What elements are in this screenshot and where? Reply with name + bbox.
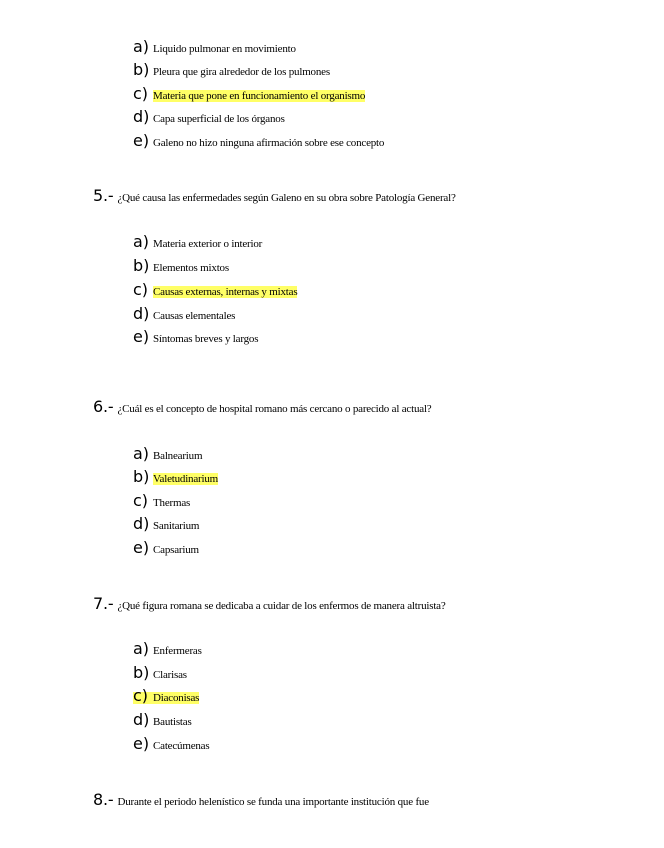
- question-text: Durante el periodo helenístico se funda una importante institución que fue: [117, 796, 429, 808]
- option-letter: a): [133, 37, 150, 56]
- option-letter: d): [133, 710, 150, 729]
- option-letter: d): [133, 107, 150, 126]
- option-text: Bautistas: [153, 716, 192, 728]
- option-text-highlighted: Diaconisas: [153, 692, 200, 704]
- option-letter: c): [133, 84, 149, 103]
- option-letter: d): [133, 514, 150, 533]
- option-6-c: [133, 491, 190, 511]
- option-7-c: [133, 686, 199, 706]
- question-text: ¿Cuál es el concepto de hospital romano más cercano o parecido al actual?: [117, 403, 432, 415]
- option-letter: d): [133, 304, 150, 323]
- option-letter: a): [133, 232, 150, 251]
- option-6-d: [133, 514, 199, 534]
- option-prev-a: [133, 37, 296, 57]
- option-letter: b): [133, 256, 150, 275]
- option-text: Pleura que gira alrededor de los pulmones: [153, 66, 330, 78]
- option-letter: a): [133, 444, 150, 463]
- question-7: [93, 593, 446, 615]
- option-6-b: [133, 467, 218, 487]
- option-text: Liquido pulmonar en movimiento: [153, 43, 296, 55]
- option-5-a: [133, 232, 262, 252]
- option-text: Capa superficial de los órganos: [153, 113, 285, 125]
- question-6: [93, 396, 432, 418]
- question-5: [93, 185, 456, 207]
- option-letter: b): [133, 60, 150, 79]
- option-letter: e): [133, 734, 150, 753]
- option-letter: c): [133, 686, 149, 705]
- option-text: Clarisas: [153, 669, 187, 681]
- option-letter: c): [133, 280, 149, 299]
- question-text: ¿Qué causa las enfermedades según Galeno en su obra sobre Patología General?: [117, 192, 456, 204]
- question-number: 6.-: [93, 397, 114, 416]
- option-7-a: [133, 639, 202, 659]
- option-text: Materia exterior o interior: [153, 238, 263, 250]
- option-7-b: [133, 663, 187, 683]
- option-text: Catecúmenas: [153, 740, 210, 752]
- option-text-highlighted: Causas externas, internas y mixtas: [153, 286, 298, 298]
- question-number: 8.-: [93, 790, 114, 809]
- option-5-b: [133, 256, 229, 276]
- option-letter: e): [133, 538, 150, 557]
- option-letter: a): [133, 639, 150, 658]
- option-prev-b: [133, 60, 330, 80]
- option-text: Elementos mixtos: [153, 262, 229, 274]
- option-highlight: [133, 686, 200, 705]
- question-text: ¿Qué figura romana se dedicaba a cuidar de los enfermos de manera altruista?: [117, 600, 446, 612]
- option-letter: e): [133, 327, 150, 346]
- option-prev-e: [133, 131, 384, 151]
- option-text: Sanitarium: [153, 520, 200, 532]
- question-number: 7.-: [93, 594, 114, 613]
- option-text: Thermas: [153, 497, 191, 509]
- option-prev-c: [133, 84, 365, 104]
- option-5-c: [133, 280, 297, 300]
- question-number: 5.-: [93, 186, 114, 205]
- option-6-a: [133, 444, 202, 464]
- option-letter: b): [133, 467, 150, 486]
- option-text-highlighted: Valetudinarium: [153, 473, 219, 485]
- option-text: Enfermeras: [153, 645, 202, 657]
- option-letter: e): [133, 131, 150, 150]
- option-prev-d: [133, 107, 285, 127]
- option-text: Balnearium: [153, 450, 203, 462]
- question-8: [93, 789, 429, 811]
- option-5-e: [133, 327, 258, 347]
- option-text: Síntomas breves y largos: [153, 333, 259, 345]
- option-7-e: [133, 734, 209, 754]
- option-6-e: [133, 538, 199, 558]
- option-text: Galeno no hizo ninguna afirmación sobre ese concepto: [153, 137, 385, 149]
- option-text: Causas elementales: [153, 310, 236, 322]
- option-7-d: [133, 710, 192, 730]
- option-text-highlighted: Materia que pone en funcionamiento el organismo: [153, 90, 366, 102]
- option-5-d: [133, 304, 235, 324]
- option-text: Capsarium: [153, 544, 199, 556]
- option-letter: b): [133, 663, 150, 682]
- option-letter: c): [133, 491, 149, 510]
